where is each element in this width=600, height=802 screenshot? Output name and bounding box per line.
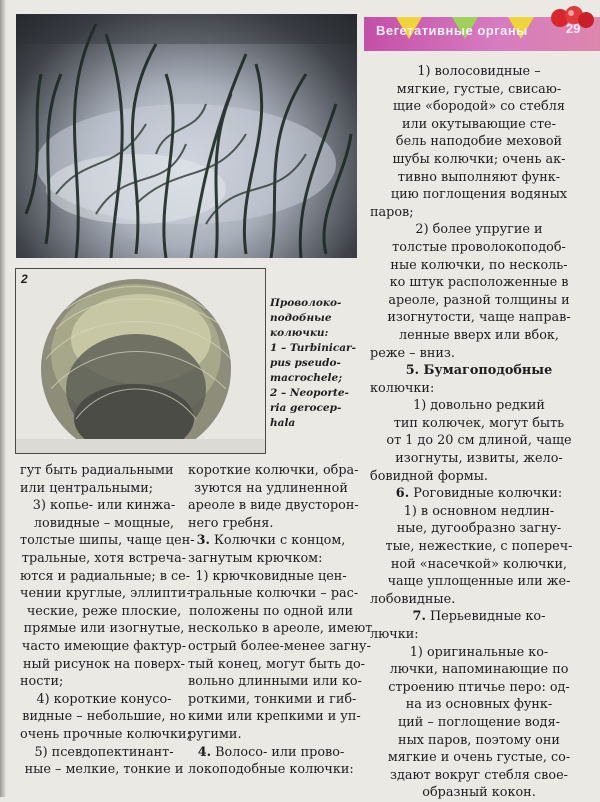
text-line: 1) волосовидные – [417, 64, 541, 79]
caption-line: hala [270, 417, 296, 429]
text-line: ности; [20, 674, 64, 690]
subheading-7: 7. Перьевидные ко- [412, 609, 546, 625]
text-line: мягкие, густые, свисаю- [396, 81, 562, 97]
page-edge [0, 0, 6, 797]
text-line: роткими, тонкими и гиб- [188, 691, 357, 707]
section-title: Вегетативные органы [376, 23, 528, 38]
text-line: загнутым крючком: [188, 550, 323, 566]
page-number: 29 [566, 21, 581, 36]
text-line: ный рисунок на поверх- [23, 656, 185, 672]
text-line: щие «бородой» со стебля [393, 99, 565, 115]
caption-line: 2 – Neoporte- [270, 387, 349, 399]
text-line: вольно длинными или ко- [188, 674, 362, 690]
text-line: толстые шипы, чаще цен- [20, 533, 195, 549]
text-line: положены по одной или [188, 603, 354, 619]
text-line: чении круглые, эллипти- [20, 586, 191, 602]
text-line: 4) короткие конусо- [36, 691, 172, 707]
text-line: мягкие и очень густые, со- [387, 750, 571, 766]
caption-line: подобные [270, 312, 332, 324]
caption-line: 1 – Turbinicar- [270, 342, 356, 354]
text-line: тральные колючки – рас- [188, 586, 359, 602]
text-line: паров; [370, 204, 414, 220]
text-line: шубы колючки; очень ак- [392, 151, 566, 167]
subheading-5: 5. Бумагоподобные [405, 363, 553, 379]
text-line: чаще уплощенные или же- [387, 574, 571, 590]
caption-line: ria gerocep- [270, 402, 342, 414]
text-line: ленные вверх или вбок, [399, 327, 559, 343]
text-line: ций – поглощение водя- [398, 714, 560, 730]
text-line: кими или крепкими и уп- [188, 709, 361, 725]
subheading-6: 6. Роговидные колючки: [395, 486, 563, 502]
text-line: изогнуты, извиты, жело- [395, 451, 563, 467]
text-line: локоподобные колючки: [188, 762, 354, 778]
text-line: 3) копье- или кинжа- [32, 498, 176, 514]
caption-line: Проволоко- [270, 297, 342, 309]
caption-line: pus pseudo- [270, 357, 341, 369]
text-line: образный кокон. [422, 785, 536, 801]
photo-hairlike-spines [16, 14, 357, 258]
text-line: лобовидные. [370, 591, 456, 607]
text-line: 1) оригинальные ко- [409, 644, 549, 660]
text-line: лючки: [370, 627, 419, 642]
text-line: на из основных функ- [405, 697, 553, 713]
text-line: изогнутости, чаще направ- [387, 310, 571, 326]
text-line: ругими. [188, 726, 242, 742]
text-line: прямые или изогнутые, [23, 621, 185, 637]
subheading-4: 4. Волосо- или прово- [197, 744, 345, 760]
text-line: ются и радиальные; в се- [20, 568, 191, 584]
text-line: ной «насечкой» колючки, [390, 556, 568, 572]
text-line: острый более-менее загну- [188, 638, 371, 654]
text-line: ные – мелкие, тонкие и [24, 762, 184, 778]
text-line: часто имеющие фактур- [21, 638, 187, 654]
text-line: здают вокруг стебля свое- [390, 767, 568, 783]
text-line: 1) в основном недлин- [403, 503, 555, 519]
text-line: ные, дугообразно загну- [396, 521, 562, 537]
text-line: ловидные – мощные, [33, 515, 175, 531]
text-line: очень прочные колючки; [20, 726, 191, 742]
photo-wirelike-spines [15, 268, 266, 454]
text-line: гут быть радиальными [20, 463, 174, 478]
text-line: зуются на удлиненной [194, 480, 348, 496]
text-line: тивно выполняют функ- [397, 169, 561, 185]
text-line: строению птичье перо: од- [388, 679, 570, 695]
text-line: ко штук расположенные в [389, 275, 569, 291]
text-line: 2) более упругие и [415, 222, 543, 238]
text-line: ареоле, разной толщины и [388, 292, 570, 308]
text-line: или окутывающие сте- [402, 116, 556, 132]
text-column-middle [188, 462, 373, 779]
text-line: ные колючки, по несколь- [390, 257, 568, 273]
text-line: бовидной формы. [370, 468, 488, 484]
text-line: тип колючек, могут быть [393, 415, 565, 431]
text-column-left [20, 462, 195, 779]
text-line: лючки, напоминающие по [389, 662, 569, 678]
text-line: бель наподобие меховой [395, 134, 563, 150]
text-line: колючки: [370, 380, 435, 396]
text-line: тральные, хотя встреча- [21, 550, 187, 566]
text-line: ческие, реже плоские, [26, 603, 182, 619]
figure-number: 2 [21, 272, 28, 286]
text-line: 5) псевдопектинант- [34, 744, 174, 760]
text-line: тый конец, могут быть до- [188, 656, 365, 672]
text-line: него гребня. [188, 515, 274, 531]
text-line: ареоле в виде двусторон- [188, 498, 359, 514]
text-line: цию поглощения водяных [390, 187, 568, 203]
caption-line: macrochele; [270, 372, 343, 384]
text-line: тые, нежесткие, с попереч- [385, 539, 573, 555]
text-line: 1) крючковидные цен- [195, 568, 347, 584]
text-line: видные – небольшие, но [22, 709, 186, 725]
subheading-3: 3. Колючки с концом, [196, 533, 346, 549]
text-line: реже – вниз. [370, 345, 455, 361]
caption-line: колючки: [270, 327, 329, 339]
text-column-right [370, 63, 588, 802]
figure-caption [270, 296, 360, 431]
text-line: от 1 до 20 см длиной, чаще [386, 433, 572, 449]
text-line: ных паров, поэтому они [398, 732, 560, 748]
text-line: толстые проволокоподоб- [392, 239, 566, 255]
text-line: 1) довольно редкий [413, 398, 545, 414]
text-line: или центральными; [20, 480, 154, 496]
text-line: короткие колючки, обра- [188, 463, 359, 478]
text-line: несколько в ареоле, имеют [188, 621, 373, 637]
